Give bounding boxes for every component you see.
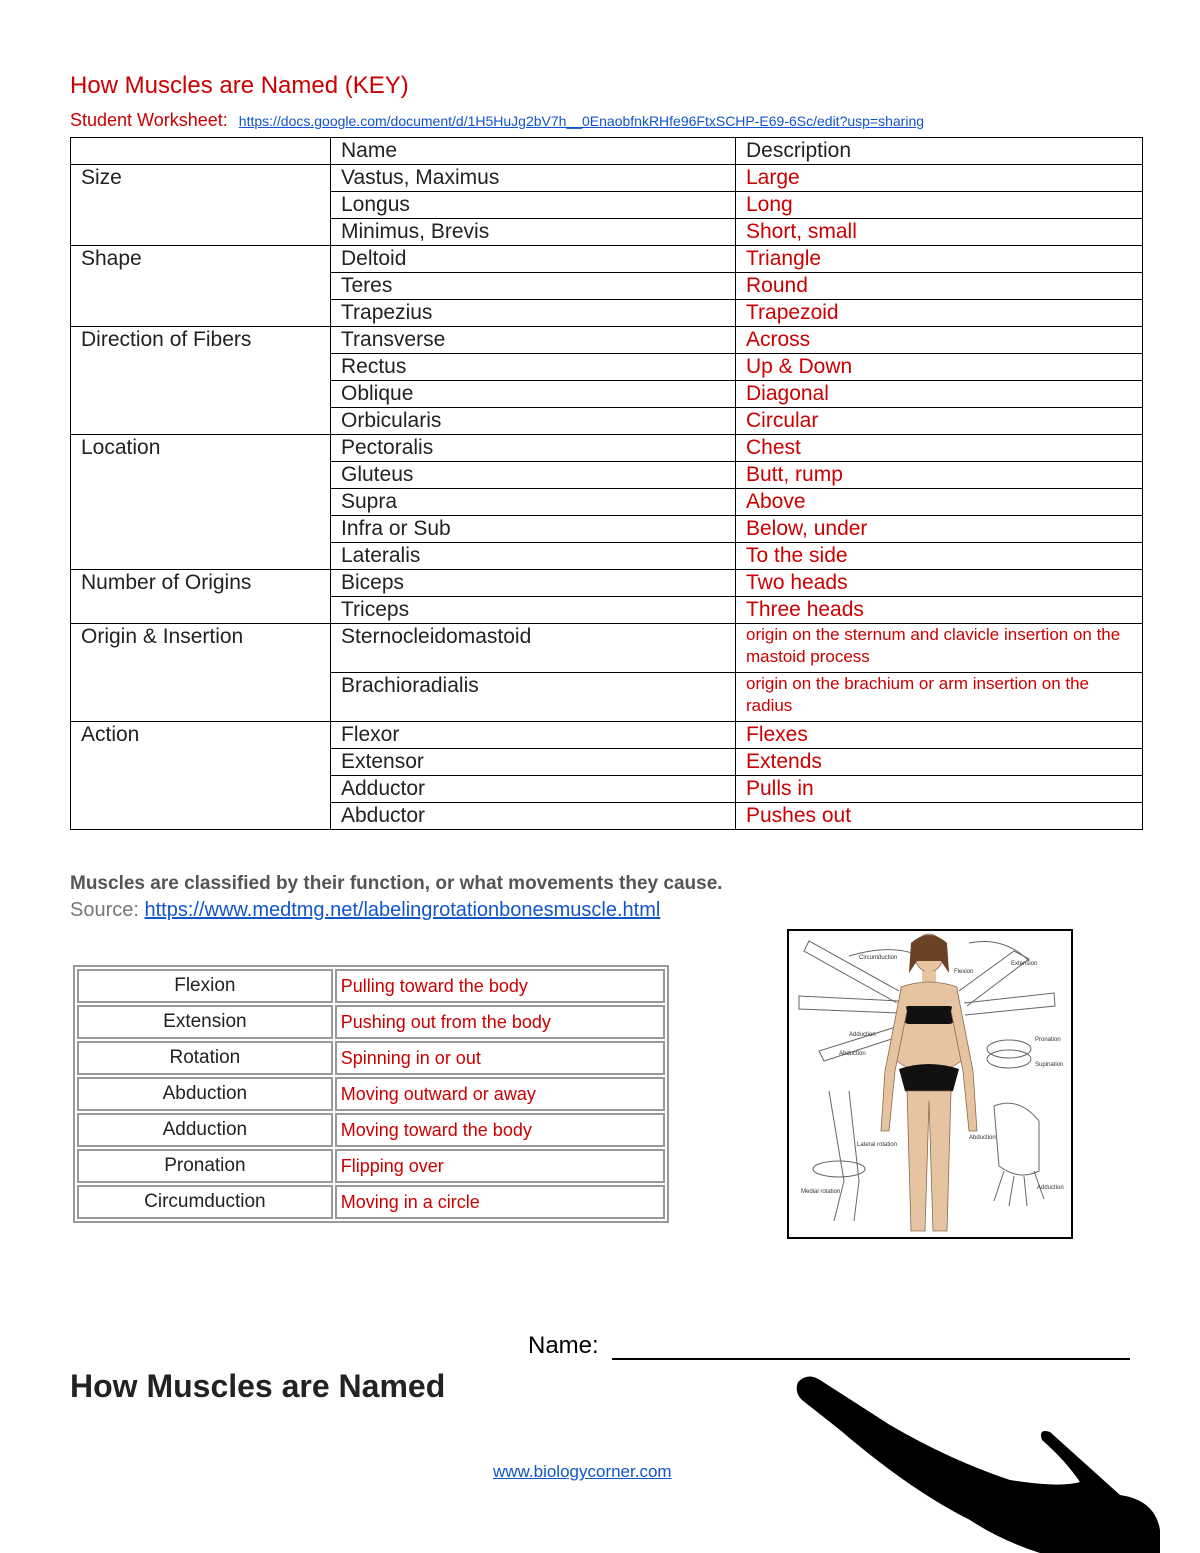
movement-definition-cell: Pulling toward the body [335, 969, 665, 1003]
muscle-name-cell: Infra or Sub [331, 516, 736, 543]
description-cell: Short, small [736, 219, 1143, 246]
description-cell: Large [736, 165, 1143, 192]
hand-outline [994, 1103, 1039, 1175]
description-cell: Trapezoid [736, 300, 1143, 327]
label-pronation: Pronation [1035, 1037, 1061, 1043]
key-table [70, 137, 1143, 830]
table-row [71, 165, 1143, 192]
muscle-name-cell: Trapezius [331, 300, 736, 327]
muscle-name-cell: Abductor [331, 803, 736, 830]
page2-title: How Muscles are Named [70, 1368, 446, 1404]
muscle-name-cell: Triceps [331, 597, 736, 624]
muscle-name-cell: Flexor [331, 722, 736, 749]
muscle-name-cell: Transverse [331, 327, 736, 354]
worksheet-link[interactable]: https://docs.google.com/document/d/1H5HuJg2bV7h__0EnaobfnkRHfe96FtxSCHP-E69-6Sc/edit?usp=sharing [238, 113, 925, 129]
key-header-cell [71, 138, 331, 165]
table-row [77, 1005, 665, 1039]
source-label: Source: [70, 899, 139, 921]
label-medial-rotation: Medial rotation [801, 1189, 841, 1195]
table-row [77, 1149, 665, 1183]
arm-outline-right-horizontal [964, 993, 1055, 1015]
movement-term-cell: Extension [77, 1005, 333, 1039]
muscle-name-cell: Pectoralis [331, 435, 736, 462]
supination-ring [987, 1050, 1031, 1068]
table-row [77, 1113, 665, 1147]
category-cell: Origin & Insertion [71, 624, 331, 722]
description-cell: Up & Down [736, 354, 1143, 381]
muscle-name-cell: Adductor [331, 776, 736, 803]
key-header-cell: Description [736, 138, 1143, 165]
leg-outline [829, 1091, 859, 1221]
description-cell: Round [736, 273, 1143, 300]
description-cell: Two heads [736, 570, 1143, 597]
table-row [71, 246, 1143, 273]
function-table [73, 965, 669, 1223]
movement-definition-cell: Spinning in or out [335, 1041, 665, 1075]
table-row [77, 1041, 665, 1075]
movement-term-cell: Circumduction [77, 1185, 333, 1219]
worksheet-line [70, 110, 924, 131]
label-adduction-hand: Adduction [1037, 1185, 1064, 1191]
description-cell: Circular [736, 408, 1143, 435]
movement-term-cell: Adduction [77, 1113, 333, 1147]
muscle-name-cell: Supra [331, 489, 736, 516]
description-cell: Flexes [736, 722, 1143, 749]
description-cell: Pushes out [736, 803, 1143, 830]
label-circumduction: Circumduction [859, 955, 898, 961]
diver-silhouette-icon [780, 1370, 1200, 1553]
label-abduction-hand: Abduction [969, 1135, 996, 1141]
body-movements-figure [787, 929, 1073, 1239]
body-figure-svg [789, 931, 1071, 1237]
woman-figure [881, 934, 977, 1231]
movement-definition-cell: Moving outward or away [335, 1077, 665, 1111]
description-cell: Butt, rump [736, 462, 1143, 489]
table-row [71, 624, 1143, 673]
category-cell: Location [71, 435, 331, 570]
key-table-header [71, 138, 1143, 165]
movement-term-cell: Rotation [77, 1041, 333, 1075]
muscle-name-cell: Brachioradialis [331, 673, 736, 722]
description-cell: origin on the brachium or arm insertion on the radius [736, 673, 1143, 722]
category-cell: Action [71, 722, 331, 830]
description-cell: origin on the sternum and clavicle insertion on the mastoid process [736, 624, 1143, 673]
movement-term-cell: Abduction [77, 1077, 333, 1111]
muscle-name-cell: Orbicularis [331, 408, 736, 435]
muscle-name-cell: Longus [331, 192, 736, 219]
muscle-name-cell: Deltoid [331, 246, 736, 273]
footer-link[interactable]: www.biologycorner.com [493, 1462, 672, 1481]
muscle-name-cell: Lateralis [331, 543, 736, 570]
key-header-cell: Name [331, 138, 736, 165]
table-row [71, 435, 1143, 462]
worksheet-label: Student Worksheet: [70, 110, 228, 130]
arm-outline-raised [804, 941, 899, 1003]
table-row [77, 1077, 665, 1111]
muscle-name-cell: Gluteus [331, 462, 736, 489]
description-cell: To the side [736, 543, 1143, 570]
category-cell: Size [71, 165, 331, 246]
label-supination: Supination [1035, 1062, 1064, 1068]
description-cell: Extends [736, 749, 1143, 776]
movement-definition-cell: Pushing out from the body [335, 1005, 665, 1039]
description-cell: Above [736, 489, 1143, 516]
muscle-name-cell: Minimus, Brevis [331, 219, 736, 246]
pronation-ring [987, 1040, 1031, 1058]
table-row [77, 969, 665, 1003]
table-row [71, 722, 1143, 749]
muscle-name-cell: Vastus, Maximus [331, 165, 736, 192]
muscle-name-cell: Biceps [331, 570, 736, 597]
arm-outline-right-up [959, 951, 1029, 1006]
extension-arc [969, 941, 1029, 961]
name-label: Name: [528, 1332, 599, 1359]
label-extension: Extension [1011, 961, 1038, 967]
description-cell: Pulls in [736, 776, 1143, 803]
description-cell: Diagonal [736, 381, 1143, 408]
label-lateral-rotation: Lateral rotation [857, 1142, 898, 1148]
description-cell: Across [736, 327, 1143, 354]
muscle-name-cell: Extensor [331, 749, 736, 776]
muscle-name-cell: Rectus [331, 354, 736, 381]
table-row [71, 570, 1143, 597]
movement-term-cell: Flexion [77, 969, 333, 1003]
description-cell: Triangle [736, 246, 1143, 273]
category-cell: Number of Origins [71, 570, 331, 624]
name-field-line[interactable] [612, 1358, 1130, 1360]
label-flexion: Flexion [954, 969, 974, 975]
movement-definition-cell: Moving in a circle [335, 1185, 665, 1219]
category-cell: Shape [71, 246, 331, 327]
movement-definition-cell: Flipping over [335, 1149, 665, 1183]
label-abduction: Abduction [839, 1051, 866, 1057]
table-row [77, 1185, 665, 1219]
source-line [70, 899, 660, 922]
arm-outline-horizontal [799, 996, 899, 1013]
movement-definition-cell: Moving toward the body [335, 1113, 665, 1147]
description-cell: Three heads [736, 597, 1143, 624]
description-cell: Chest [736, 435, 1143, 462]
category-cell: Direction of Fibers [71, 327, 331, 435]
table-row [71, 327, 1143, 354]
muscle-name-cell: Oblique [331, 381, 736, 408]
source-link[interactable]: https://www.medtmg.net/labelingrotationbonesmuscle.html [144, 899, 661, 921]
classification-heading: Muscles are classified by their function, or what movements they cause. [70, 873, 723, 894]
movement-term-cell: Pronation [77, 1149, 333, 1183]
muscle-name-cell: Teres [331, 273, 736, 300]
label-adduction: Adduction [849, 1032, 876, 1038]
description-cell: Below, under [736, 516, 1143, 543]
description-cell: Long [736, 192, 1143, 219]
page-title: How Muscles are Named (KEY) [70, 72, 409, 99]
muscle-name-cell: Sternocleidomastoid [331, 624, 736, 673]
